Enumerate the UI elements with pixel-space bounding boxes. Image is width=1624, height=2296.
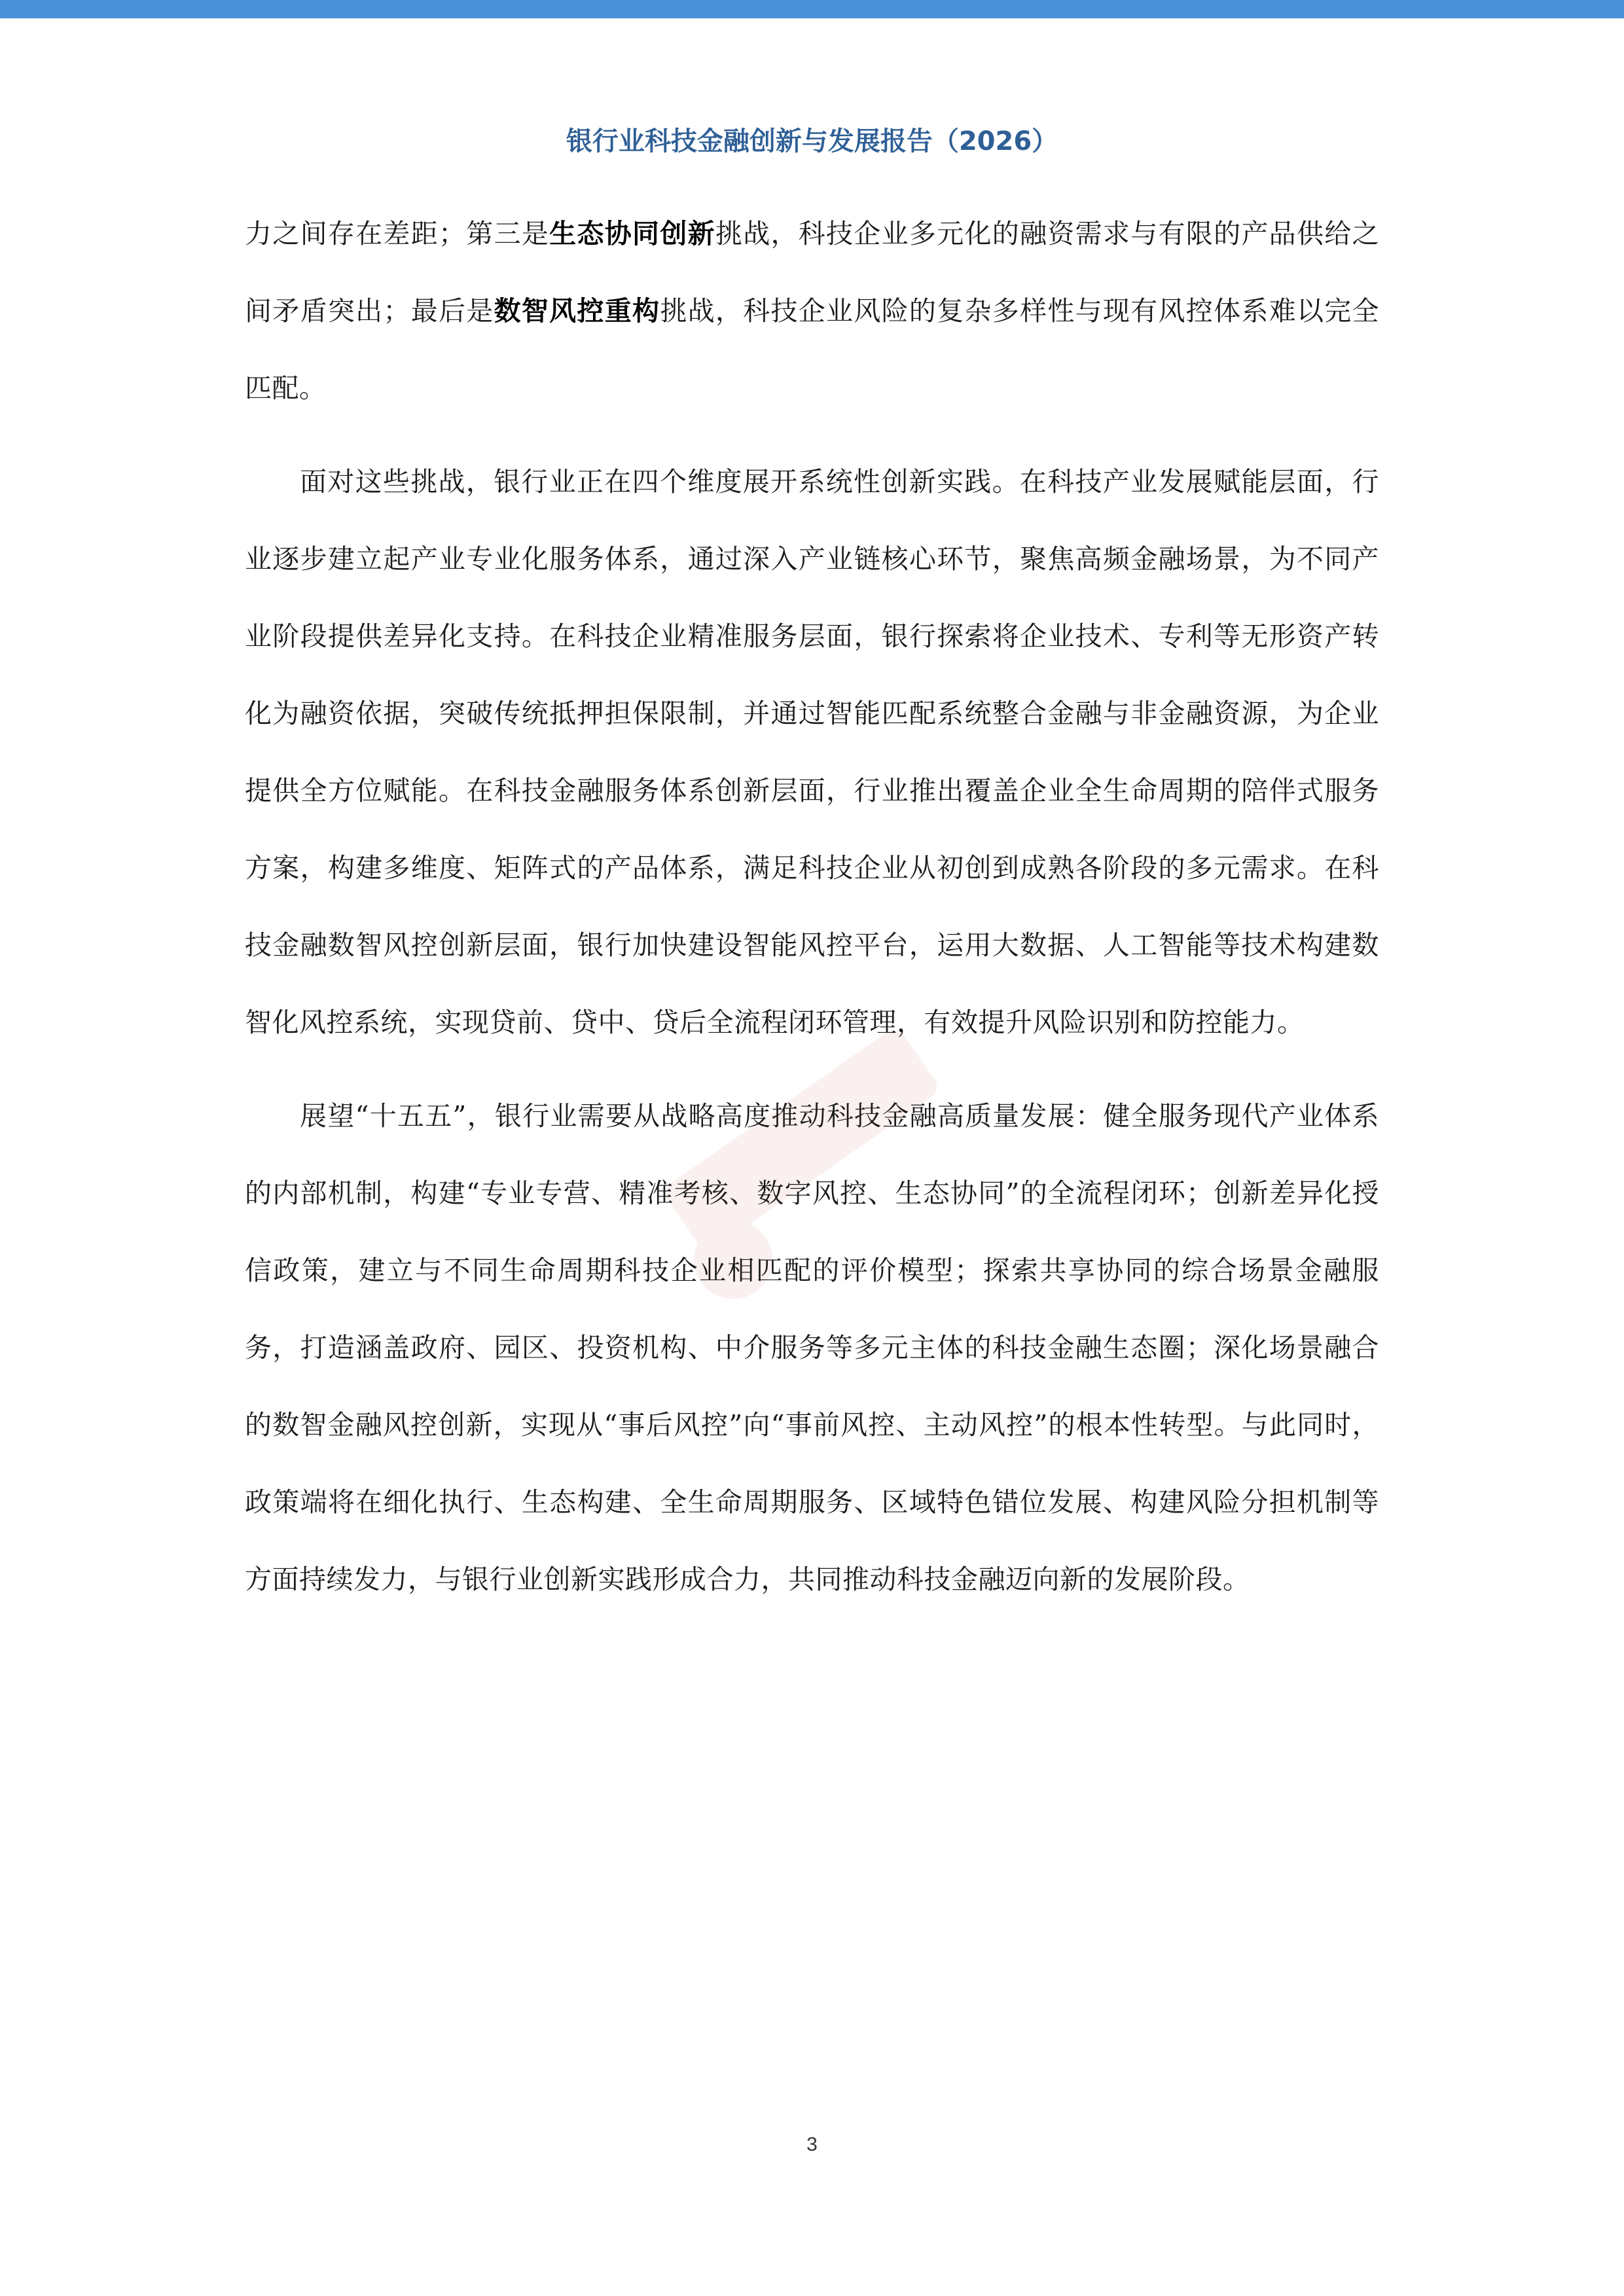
paragraph-outlook: 展望“十五五”，银行业需要从战略高度推动科技金融高质量发展：健全服务现代产业体系的内部机制，构建“专业专营、精准考核、数字风控、生态协同”的全流程闭环；创新差异化授信政策，建立与不同生命周期科技企业相匹配的评价模型；探索共享协同的综合场景金融服务，打造涵盖政府、园区、投资机构、中介服务等多元主体的科技金融生态圈；深化场景融合的数智金融风控创新，实现从“事后风控”向“事前风控、主动风控”的根本性转型。与此同时，政策端将在细化执行、生态构建、全生命周期服务、区域特色错位发展、构建风险分担机制等方面持续发力，与银行业创新实践形成合力，共同推动科技金融迈向新的发展阶段。 — [245, 1100, 1379, 1595]
paragraph-text: 力之间存在差距；第三是 — [245, 218, 550, 249]
report-body — [245, 195, 1379, 1634]
paragraph-text: 挑战，科技企业风险的复杂多样性与现有风控体系难以完全匹配。 — [245, 295, 1380, 404]
bold-term-ecosystem-collaboration: 生态协同创新 — [549, 218, 715, 249]
bold-term-digital-risk-control: 数智风控重构 — [494, 295, 660, 327]
paragraph-innovation-practice: 面对这些挑战，银行业正在四个维度展开系统性创新实践。在科技产业发展赋能层面，行业逐步建立起产业专业化服务体系，通过深入产业链核心环节，聚焦高频金融场景，为不同产业阶段提供差异化支持。在科技企业精准服务层面，银行探索将企业技术、专利等无形资产转化为融资依据，突破传统抵押担保限制，并通过智能匹配系统整合金融与非金融资源，为企业提供全方位赋能。在科技金融服务体系创新层面，行业推出覆盖企业全生命周期的陪伴式服务方案，构建多维度、矩阵式的产品体系，满足科技企业从初创到成熟各阶段的多元需求。在科技金融数智风控创新层面，银行加快建设智能风控平台，运用大数据、人工智能等技术构建数智化风控系统，实现贷前、贷中、贷后全流程闭环管理，有效提升风险识别和防控能力。 — [245, 466, 1379, 1038]
paragraph-challenges — [245, 195, 1379, 427]
top-accent-bar — [0, 0, 1624, 18]
paragraph-text: 挑战，科技企业多元化的融资需求与有限的产品供给之间矛盾突出；最后是 — [245, 218, 1380, 327]
page-number: 3 — [806, 2134, 818, 2155]
report-title: 银行业科技金融创新与发展报告（2026） — [566, 126, 1058, 156]
